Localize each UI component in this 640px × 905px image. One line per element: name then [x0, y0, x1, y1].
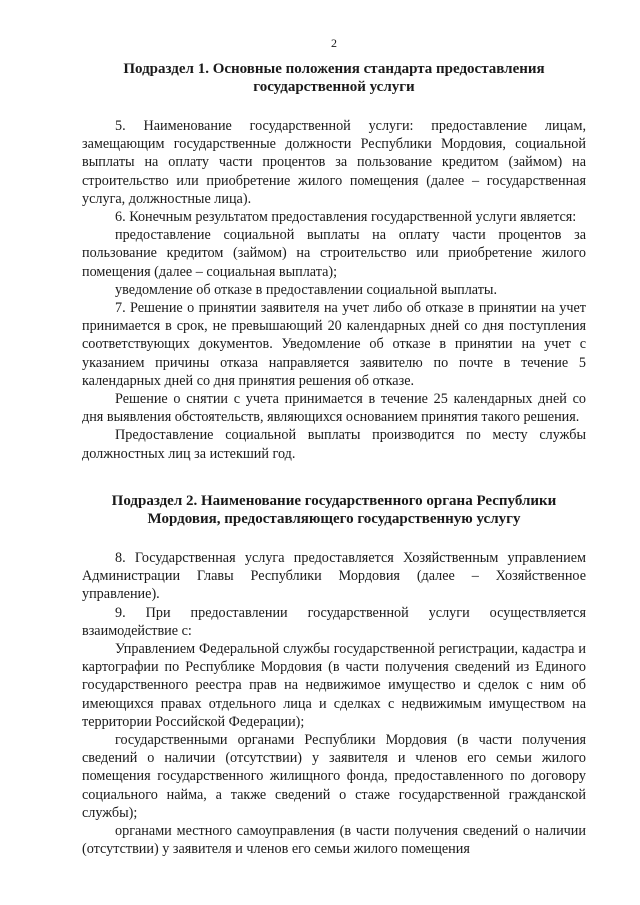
section-1-heading-line: государственной услуги	[253, 79, 415, 95]
section-1-body	[82, 117, 586, 463]
paragraph-6-item-1: предоставление социальной выплаты на оплату части процентов за пользование кредитом (займом) на строительство или приобретение жилого помещения (далее – социальная выплата);	[82, 227, 586, 280]
paragraph-7: 7. Решение о принятии заявителя на учет либо об отказе в принятии на учет принимается в срок, не превышающий 20 календарных дней со дня поступления соответствующих документов. Уведомление об отказе в принятии на учет с указанием причины отказа направляется заявителю по почте в течение 5 календарных дней со дня принятия решения об отказе.	[82, 300, 586, 389]
paragraph-9: 9. При предоставлении государственной услуги осуществляется взаимодействие с:	[82, 604, 586, 639]
paragraph-6: 6. Конечным результатом предоставления государственной услуги является:	[115, 209, 577, 226]
section-2-body	[82, 549, 586, 858]
section-2-heading	[82, 492, 586, 528]
paragraph-9-item-2: государственными органами Республики Мордовия (в части получения сведений о наличии (отсутствии) у заявителя и членов его семьи жилого помещения государственного жилищного фонда, предоставленного по договору социального найма, а также сведений о стаже государственной гражданской службы);	[82, 732, 586, 821]
section-1-heading	[82, 60, 586, 96]
paragraph-7-continued: Решение о снятии с учета принимается в течение 25 календарных дней со дня выявления обстоятельств, являющихся основанием принятия такого решения.	[82, 391, 586, 426]
paragraph-8: 8. Государственная услуга предоставляется Хозяйственным управлением Администрации Главы Республики Мордовия (далее – Хозяйственное управление).	[82, 550, 586, 603]
section-2-heading-line: Мордовия, предоставляющего государственную услугу	[147, 511, 521, 527]
paragraph-6-item-2: уведомление об отказе в предоставлении социальной выплаты.	[115, 281, 498, 298]
paragraph-9-item-1: Управлением Федеральной службы государственной регистрации, кадастра и картографии по Республике Мордовия (в части получения сведений из Единого государственного реестра прав на недвижимое имущество и сделок с ним об имеющихся правах отдельного лица и сделках с недвижимым имуществом на территории Российской Федерации);	[82, 641, 586, 730]
section-2-heading-line: Подраздел 2. Наименование государственного органа Республики	[111, 493, 557, 509]
page-number: 2	[331, 36, 337, 50]
paragraph-9-item-3: органами местного самоуправления (в части получения сведений о наличии (отсутствии) у заявителя и членов его семьи жилого помещения	[82, 823, 586, 858]
paragraph-7-payment: Предоставление социальной выплаты производится по месту службы должностных лиц за истекший год.	[82, 427, 586, 462]
paragraph-5: 5. Наименование государственной услуги: предоставление лицам, замещающим государственные должности Республики Мордовия, социальной выплаты на оплату части процентов за пользование кредитом (займом) на строительство или приобретение жилого помещения (далее – государственная услуга, должностные лица).	[82, 118, 586, 207]
section-1-heading-line: Подраздел 1. Основные положения стандарта предоставления	[123, 61, 545, 77]
